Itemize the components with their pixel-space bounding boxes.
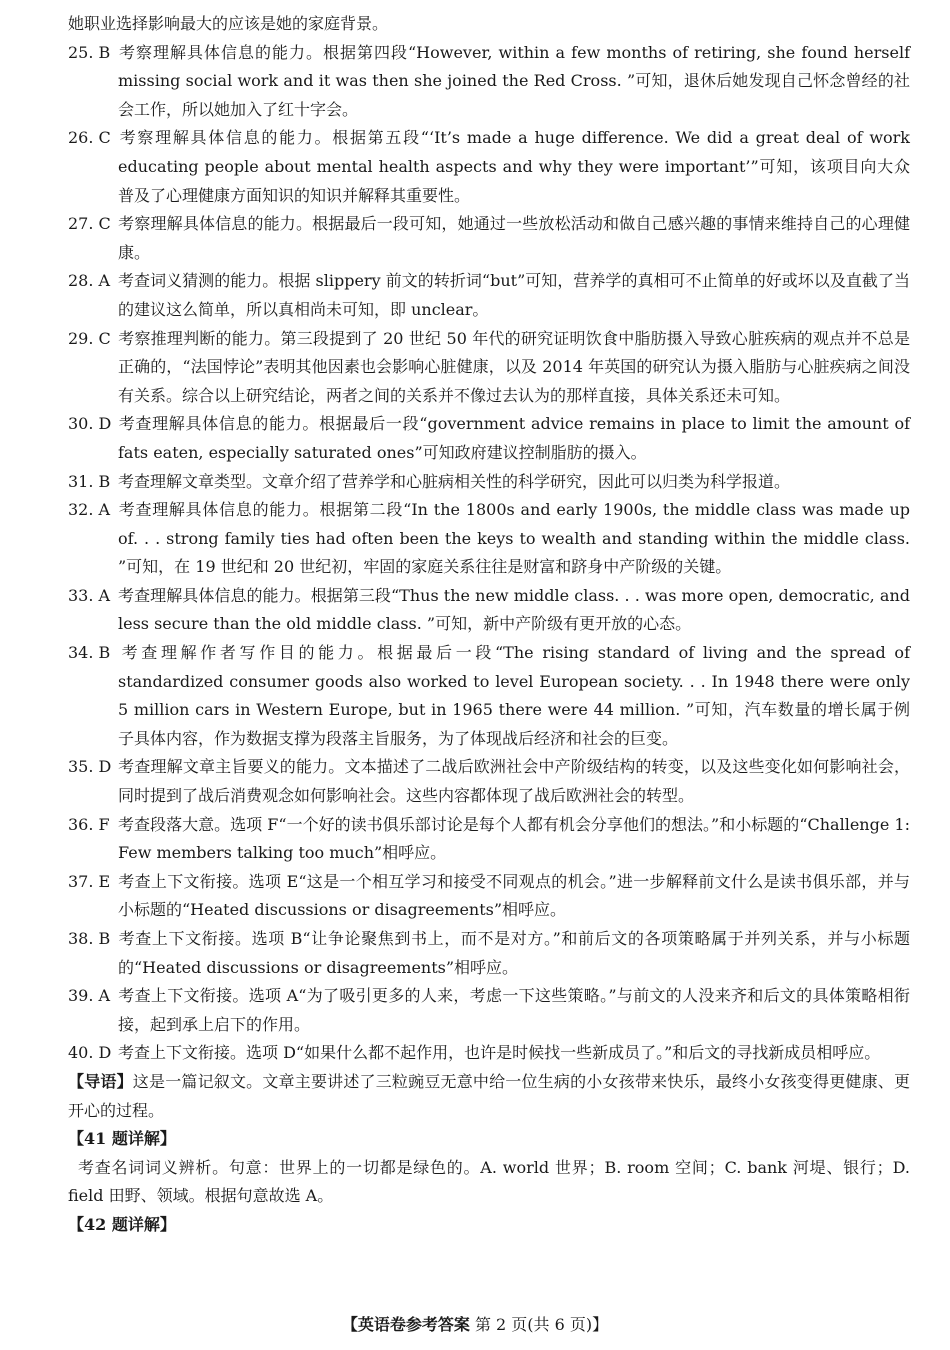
answer-text: 考查上下文衔接。选项 B“让争论聚焦到书上，而不是对方。”和前后文的各项策略属于并列关系，并与小标题的“Heated discussions or disagreements”相呼应。: [118, 929, 910, 977]
answer-content: [68, 10, 910, 1240]
answer-number: 34. B: [68, 643, 111, 663]
answer-number: 40. D: [68, 1043, 112, 1063]
answer-text: 考查词义猜测的能力。根据 slippery 前文的转折词“but”可知，营养学的真相可不止简单的好或坏以及直截了当的建议这么简单，所以真相尚未可知，即 unclear。: [118, 271, 910, 319]
answer-list: [68, 39, 910, 1068]
answer-text: 考查理解文章主旨要义的能力。文本描述了二战后欧洲社会中产阶级结构的转变，以及这些变化如何影响社会，同时提到了战后消费观念如何影响社会。这些内容都体现了战后欧洲社会的转型。: [118, 757, 910, 806]
answer-item: [68, 325, 910, 411]
answer-text: 考查段落大意。选项 F“一个好的读书俱乐部讨论是每个人都有机会分享他们的想法。”和小标题的“Challenge 1: Few members talking too much”相呼应。: [118, 814, 910, 863]
answer-item: [68, 982, 910, 1039]
answer-number: 27. C: [68, 214, 111, 234]
answer-text: 考查理解具体信息的能力。根据第二段“In the 1800s and early 1900s, the middle class was made up of. . . strong family ties had often been the keys to wealth and standing within the middle class. ”可知，在 19 世纪和 20 世纪初，牢固的家庭关系往往是财富和跻身中产阶级的关键。: [118, 500, 910, 577]
guide-text: 这是一篇记叙文。文章主要讲述了三粒豌豆无意中给一位生病的小女孩带来快乐，最终小女孩变得更健康、更开心的过程。: [68, 1071, 910, 1120]
answer-number: 32. A: [68, 500, 111, 520]
answer-item: [68, 1039, 910, 1068]
guide-tag: 【导语】: [68, 1071, 133, 1091]
q41-heading: 【41 题详解】: [68, 1129, 176, 1149]
answer-item: [68, 267, 910, 324]
answer-number: 33. A: [68, 585, 111, 605]
answer-text: 考查上下文衔接。选项 E“这是一个相互学习和接受不同观点的机会。”进一步解释前文什么是读书俱乐部，并与小标题的“Heated discussions or disagreements”相呼应。: [118, 871, 910, 920]
answer-item: [68, 868, 910, 925]
answer-text: 考查理解具体信息的能力。根据最后一段“government advice remains in place to limit the amount of fats eaten, especially saturated ones”可知政府建议控制脂肪的摄入。: [118, 414, 910, 462]
answer-number: 25. B: [68, 42, 111, 62]
answer-text: 考查理解具体信息的能力。根据第三段“Thus the new middle class. . . was more open, democratic, and less secure than the old middle class. ”可知，新中产阶级有更开放的心态。: [118, 585, 910, 634]
q41-explanation: 考查名词词义辨析。句意：世界上的一切都是绿色的。A. world 世界；B. room 空间；C. bank 河堤、银行；D. field 田野、领域。根据句意故选 A。: [68, 1157, 910, 1206]
answer-item: [68, 39, 910, 125]
intro-line: 她职业选择影响最大的应该是她的家庭背景。: [68, 14, 389, 33]
answer-text: 考察推理判断的能力。第三段提到了 20 世纪 50 年代的研究证明饮食中脂肪摄入导致心脏疾病的观点并不总是正确的，“法国悖论”表明其他因素也会影响心脏健康，以及 2014 年英国的研究认为摄入脂肪与心脏疾病之间没有关系。综合以上研究结论，两者之间的关系并不像过去认为的那样直接，具体关系还未可知。: [118, 328, 910, 405]
answer-number: 36. F: [68, 814, 110, 834]
answer-text: 考查理解文章类型。文章介绍了营养学和心脏病相关性的科学研究，因此可以归类为科学报道。: [118, 471, 791, 491]
answer-item: [68, 410, 910, 467]
answer-number: 38. B: [68, 929, 111, 948]
answer-item: [68, 468, 910, 497]
guide-paragraph: [68, 1068, 910, 1125]
footer-title: 【英语卷参考答案: [341, 1315, 470, 1334]
answer-item: [68, 124, 910, 210]
page-footer: [0, 1312, 950, 1335]
answer-item: [68, 496, 910, 582]
answer-text: 考察理解具体信息的能力。根据第五段“‘It’s made a huge difference. We did a great deal of work educating people about mental health aspects and why they were important’”可知，该项目向大众普及了心理健康方面知识的知识并解释其重要性。: [118, 128, 910, 205]
answer-number: 37. E: [68, 871, 111, 891]
footer-page-number: 第 2 页(共 6 页)】: [474, 1315, 609, 1334]
answer-item: [68, 925, 910, 982]
answer-text: 考查上下文衔接。选项 A“为了吸引更多的人来，考虑一下这些策略。”与前文的人没来齐和后文的具体策略相衔接，起到承上启下的作用。: [118, 986, 910, 1034]
answer-text: 考查理解作者写作目的能力。根据最后一段“The rising standard of living and the spread of standardized consumer goods also worked to level European society. . . In 1948 there were only 5 million cars in Western Europe, but in 1965 there were 44 million. ”可知，汽车数量的增长属于例子具体内容，作为数据支撑为段落主旨服务，为了体现战后经济和社会的巨变。: [118, 643, 910, 748]
answer-text: 考察理解具体信息的能力。根据第四段“However, within a few months of retiring, she found herself missing social work and it was then she joined the Red Cross. ”可知，退休后她发现自己怀念曾经的社会工作，所以她加入了红十字会。: [118, 42, 910, 119]
answer-item: [68, 210, 910, 267]
answer-item: [68, 639, 910, 753]
answer-item: [68, 811, 910, 868]
answer-text: 考察理解具体信息的能力。根据最后一段可知，她通过一些放松活动和做自己感兴趣的事情来维持自己的心理健康。: [118, 214, 910, 262]
answer-number: 39. A: [68, 986, 111, 1006]
answer-number: 29. C: [68, 328, 111, 348]
answer-item: [68, 582, 910, 639]
answer-number: 30. D: [68, 414, 112, 434]
answer-text: 考查上下文衔接。选项 D“如果什么都不起作用，也许是时候找一些新成员了。”和后文的寻找新成员相呼应。: [118, 1043, 881, 1063]
q42-heading: 【42 题详解】: [68, 1214, 176, 1234]
answer-number: 35. D: [68, 757, 112, 777]
answer-number: 28. A: [68, 271, 111, 291]
answer-item: [68, 753, 910, 810]
answer-number: 31. B: [68, 471, 111, 491]
answer-number: 26. C: [68, 128, 111, 148]
